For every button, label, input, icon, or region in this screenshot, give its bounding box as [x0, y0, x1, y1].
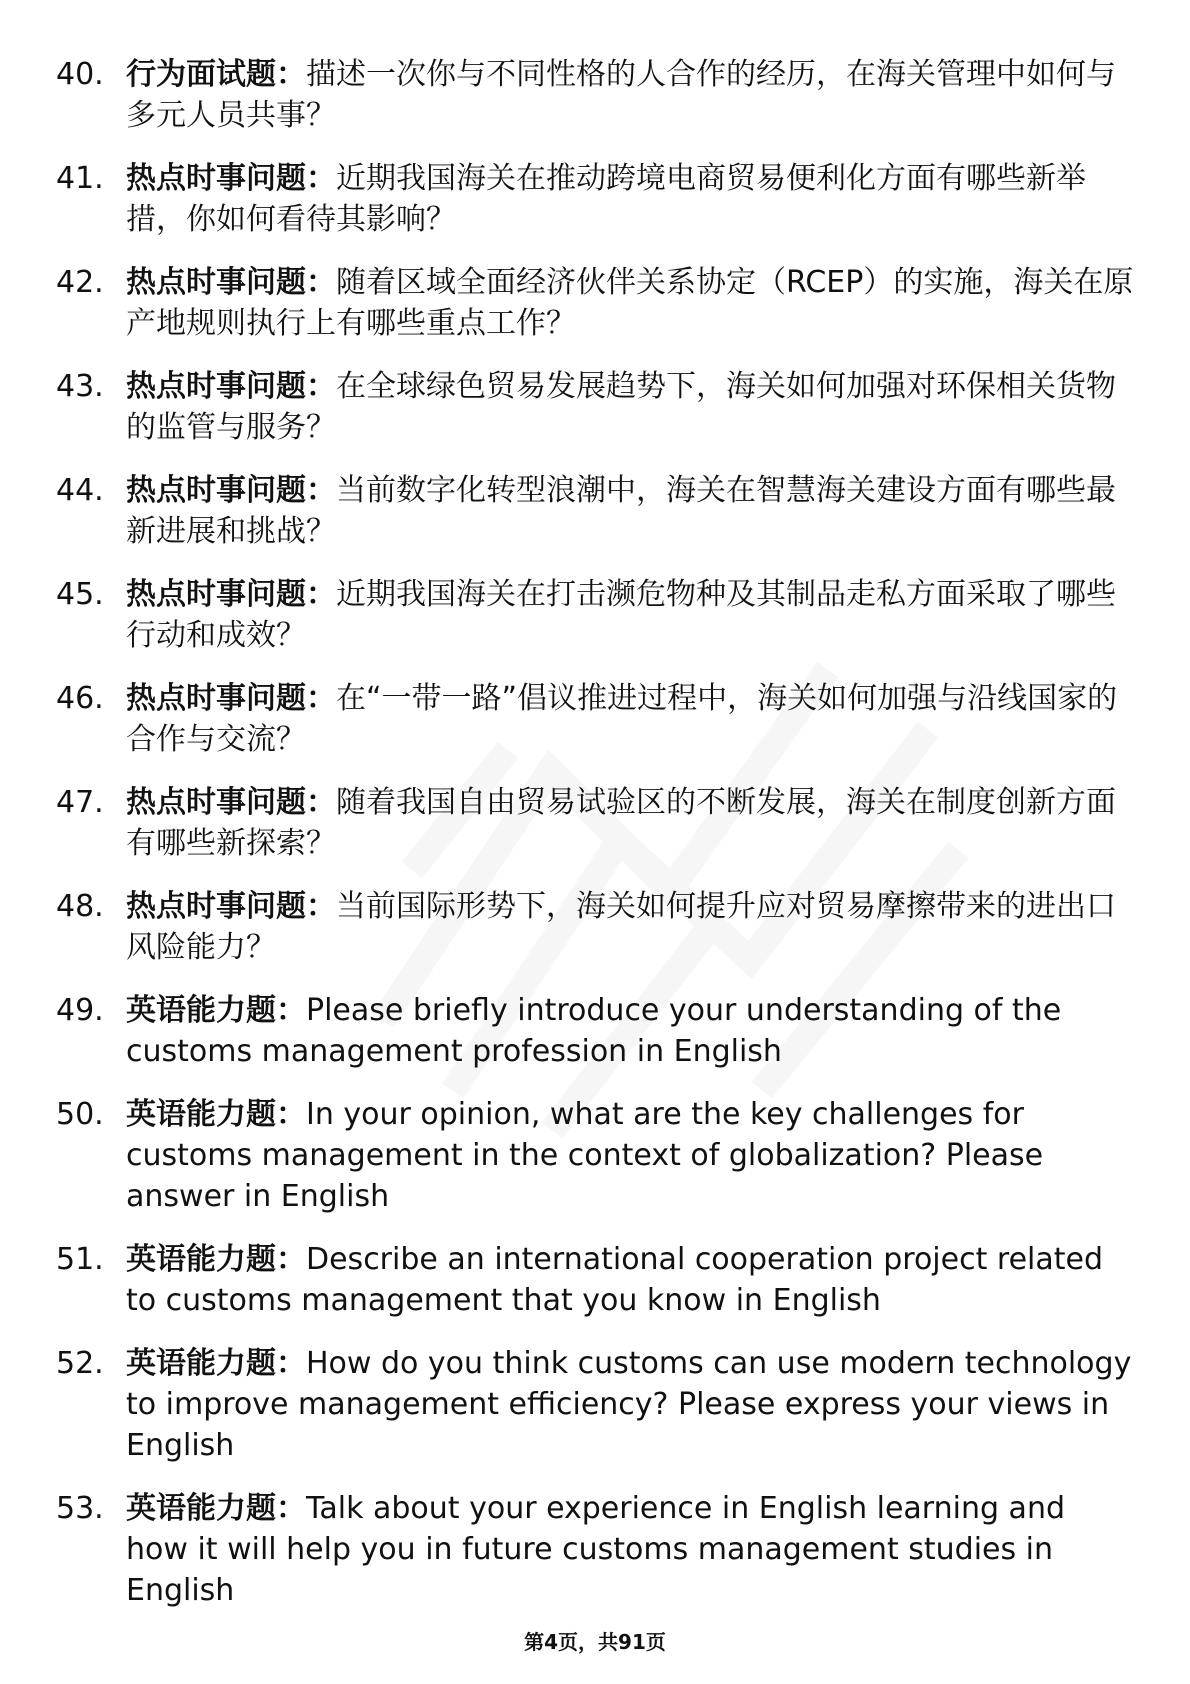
question-body	[126, 990, 1136, 1072]
question-text: 随着区域全面经济伙伴关系协定（RCEP）的实施，海关在原产地规则执行上有哪些重点工作？	[126, 265, 1134, 341]
question-item	[56, 1343, 1136, 1466]
question-category: 热点时事问题：	[126, 889, 336, 924]
question-item	[56, 262, 1136, 344]
question-text: 在“一带一路”倡议推进过程中，海关如何加强与沿线国家的合作与交流？	[126, 681, 1118, 757]
question-item	[56, 574, 1136, 656]
question-body	[126, 366, 1136, 448]
question-number: 50.	[56, 1097, 104, 1132]
question-text: 近期我国海关在打击濒危物种及其制品走私方面采取了哪些行动和成效？	[126, 577, 1116, 653]
question-category: 英语能力题：	[126, 1491, 306, 1526]
question-item	[56, 470, 1136, 552]
question-item	[56, 1488, 1136, 1611]
question-category: 热点时事问题：	[126, 577, 336, 612]
question-body	[126, 262, 1136, 344]
question-number: 53.	[56, 1491, 104, 1526]
page-number-footer: 第4页，共91页	[524, 1630, 666, 1654]
question-number: 42.	[56, 265, 104, 300]
question-item	[56, 1239, 1136, 1321]
question-category: 行为面试题：	[126, 57, 306, 92]
question-category: 热点时事问题：	[126, 369, 336, 404]
question-category: 英语能力题：	[126, 1097, 306, 1132]
question-number: 48.	[56, 889, 104, 924]
question-body	[126, 1488, 1136, 1611]
question-body	[126, 574, 1136, 656]
question-body	[126, 782, 1136, 864]
question-text: 近期我国海关在推动跨境电商贸易便利化方面有哪些新举措，你如何看待其影响？	[126, 161, 1086, 237]
question-category: 英语能力题：	[126, 1346, 306, 1381]
question-number: 52.	[56, 1346, 104, 1381]
question-number: 40.	[56, 57, 104, 92]
question-category: 热点时事问题：	[126, 161, 336, 196]
question-item	[56, 366, 1136, 448]
question-text: Describe an international cooperation project related to customs management that you know in English	[126, 1242, 1104, 1318]
question-item	[56, 886, 1136, 968]
question-number: 41.	[56, 161, 104, 196]
question-item	[56, 158, 1136, 240]
question-number: 45.	[56, 577, 104, 612]
question-body	[126, 158, 1136, 240]
question-category: 英语能力题：	[126, 993, 306, 1028]
question-text: How do you think customs can use modern technology to improve management efficiency? Please express your views in English	[126, 1346, 1132, 1463]
question-body	[126, 1094, 1136, 1217]
question-text: 随着我国自由贸易试验区的不断发展，海关在制度创新方面有哪些新探索？	[126, 785, 1116, 861]
question-number: 43.	[56, 369, 104, 404]
question-number: 44.	[56, 473, 104, 508]
question-category: 热点时事问题：	[126, 785, 336, 820]
question-number: 51.	[56, 1242, 104, 1277]
question-body	[126, 1239, 1136, 1321]
question-category: 英语能力题：	[126, 1242, 306, 1277]
question-body	[126, 470, 1136, 552]
question-number: 46.	[56, 681, 104, 716]
question-text: 当前国际形势下，海关如何提升应对贸易摩擦带来的进出口风险能力？	[126, 889, 1116, 965]
question-category: 热点时事问题：	[126, 265, 336, 300]
question-item	[56, 678, 1136, 760]
question-number: 49.	[56, 993, 104, 1028]
question-item	[56, 990, 1136, 1072]
question-body	[126, 886, 1136, 968]
question-text: 描述一次你与不同性格的人合作的经历，在海关管理中如何与多元人员共事？	[126, 57, 1116, 133]
question-list	[56, 54, 1136, 1633]
question-number: 47.	[56, 785, 104, 820]
question-body	[126, 54, 1136, 136]
question-item	[56, 782, 1136, 864]
question-text: Talk about your experience in English learning and how it will help you in future customs management studies in English	[126, 1491, 1065, 1608]
question-item	[56, 54, 1136, 136]
question-body	[126, 1343, 1136, 1466]
question-item	[56, 1094, 1136, 1217]
question-text: 当前数字化转型浪潮中，海关在智慧海关建设方面有哪些最新进展和挑战？	[126, 473, 1116, 549]
question-body	[126, 678, 1136, 760]
question-category: 热点时事问题：	[126, 473, 336, 508]
question-text: Please briefly introduce your understanding of the customs management profession in English	[126, 993, 1062, 1069]
question-text: 在全球绿色贸易发展趋势下，海关如何加强对环保相关货物的监管与服务？	[126, 369, 1116, 445]
question-text: In your opinion, what are the key challenges for customs management in the context of globalization? Please answer in English	[126, 1097, 1044, 1214]
question-category: 热点时事问题：	[126, 681, 336, 716]
